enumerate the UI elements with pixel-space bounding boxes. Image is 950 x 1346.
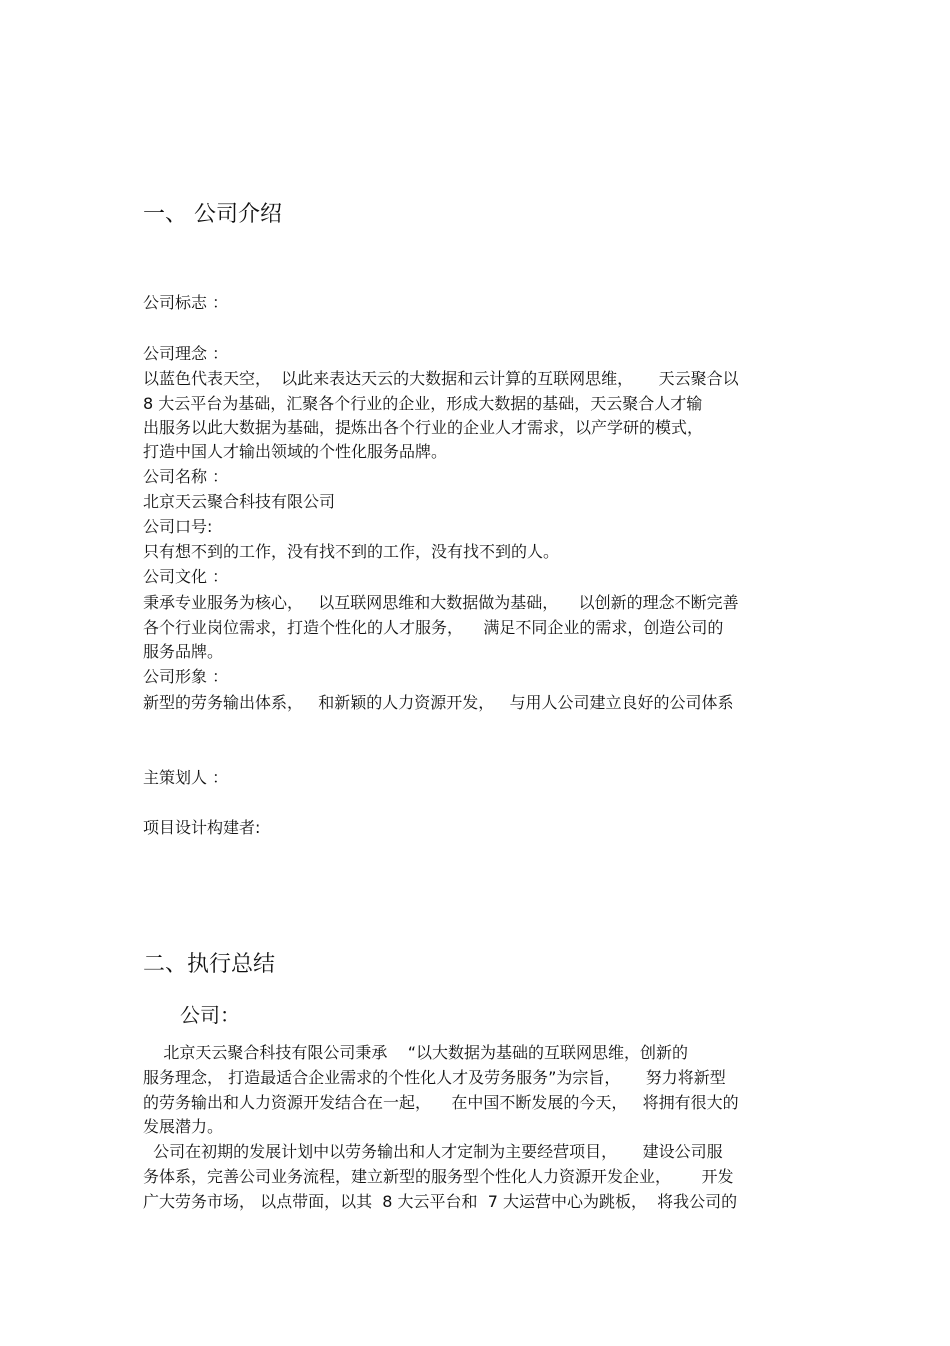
section1-heading: 一、 公司介绍 bbox=[143, 202, 282, 227]
slogan-label: 公司口号: bbox=[143, 517, 213, 536]
philosophy-line: 出服务以此大数据为基础，提炼出各个行业的企业人才需求，以产学研的模式， bbox=[143, 418, 704, 437]
culture-line: 秉承专业服务为核心， 以互联网思维和大数据做为基础， 以创新的理念不断完善 bbox=[143, 593, 739, 612]
company-name-value: 北京天云聚合科技有限公司 bbox=[143, 492, 336, 511]
para1-line: 服务理念， 打造最适合企业需求的个性化人才及劳务服务”为宗旨， 努力将新型 bbox=[143, 1068, 726, 1087]
para2-line: 公司在初期的发展计划中以劳务输出和人才定制为主要经营项目， 建设公司服 bbox=[143, 1142, 723, 1161]
para2-line: 广大劳务市场， 以点带面，以其 8 大云平台和 7 大运营中心为跳板， 将我公司的 bbox=[143, 1192, 738, 1211]
para1-line: 发展潜力。 bbox=[143, 1117, 224, 1136]
planner-label: 主策划人 ： bbox=[143, 768, 229, 787]
slogan-value: 只有想不到的工作，没有找不到的工作，没有找不到的人。 bbox=[143, 542, 560, 561]
culture-line: 服务品牌。 bbox=[143, 642, 224, 661]
section2-subheading: 公司： bbox=[180, 1003, 240, 1027]
philosophy-line: 打造中国人才输出领域的个性化服务品牌。 bbox=[143, 442, 448, 461]
company-name-label: 公司名称 ： bbox=[143, 467, 229, 486]
philosophy-label: 公司理念 ： bbox=[143, 344, 229, 363]
builder-label: 项目设计构建者: bbox=[143, 818, 261, 837]
section2-heading: 二、执行总结 bbox=[143, 952, 276, 977]
philosophy-line: 以蓝色代表天空， 以此来表达天云的大数据和云计算的互联网思维， 天云聚合以 bbox=[143, 369, 739, 388]
para2-line: 务体系，完善公司业务流程，建立新型的服务型个性化人力资源开发企业， 开发 bbox=[143, 1167, 734, 1186]
culture-label: 公司文化 ： bbox=[143, 567, 229, 586]
logo-label: 公司标志 ： bbox=[143, 293, 229, 312]
image-value: 新型的劳务输出体系， 和新颖的人力资源开发， 与用人公司建立良好的公司体系 bbox=[143, 693, 734, 712]
para1-line: 北京天云聚合科技有限公司秉承 “以大数据为基础的互联网思维，创新的 bbox=[143, 1043, 688, 1062]
culture-line: 各个行业岗位需求，打造个性化的人才服务， 满足不同企业的需求，创造公司的 bbox=[143, 618, 724, 637]
philosophy-line: 8 大云平台为基础，汇聚各个行业的企业，形成大数据的基础，天云聚合人才输 bbox=[143, 394, 703, 413]
image-label: 公司形象 ： bbox=[143, 667, 229, 686]
para1-line: 的劳务输出和人力资源开发结合在一起， 在中国不断发展的今天， 将拥有很大的 bbox=[143, 1093, 739, 1112]
